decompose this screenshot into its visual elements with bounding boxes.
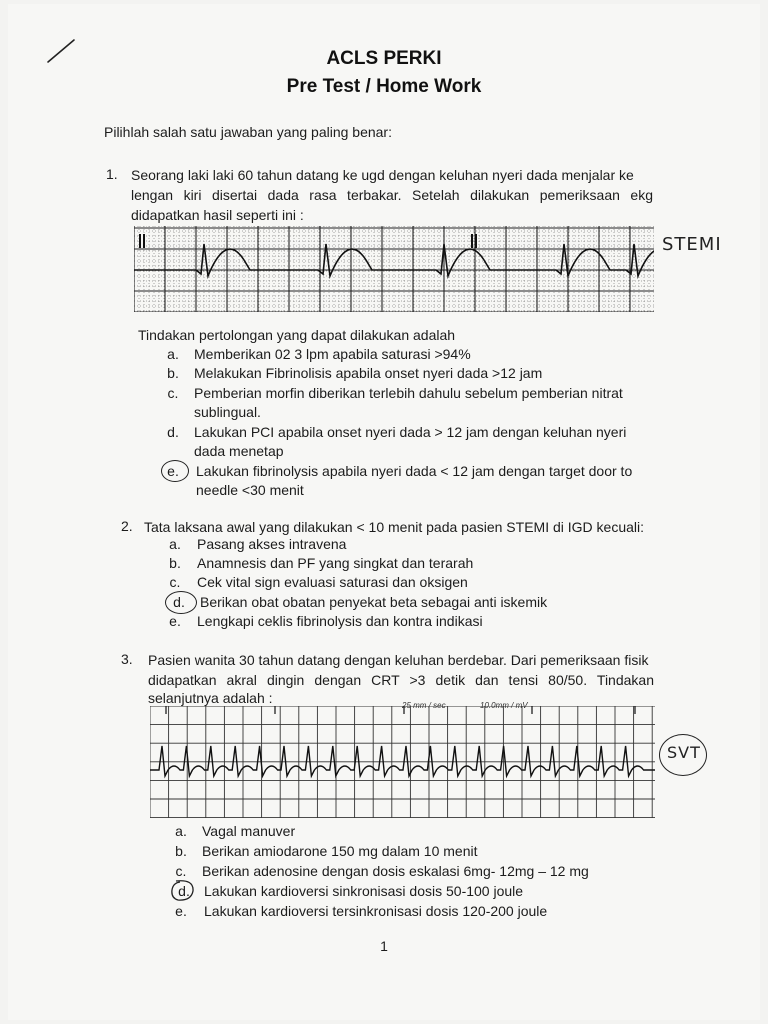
option-text: Lakukan kardioversi sinkronisasi dosis 50-100 joule (204, 883, 524, 899)
option-text: dada menetap (194, 443, 284, 459)
option-text: Vagal manuver (202, 823, 296, 839)
question-stem-line: Seorang laki laki 60 tahun datang ke ugd dengan keluhan nyeri dada menjalar ke (131, 167, 634, 183)
question-stem-line: didapatkan akral dingin dengan CRT >3 detik dan tensi 80/50. Tindakan (148, 672, 654, 688)
ecg-strip-stemi (134, 226, 654, 312)
instruction-text: Pilihlah salah satu jawaban yang paling benar: (104, 124, 392, 140)
option-letter: b. (167, 365, 179, 381)
question-stem-line: selanjutnya adalah : (148, 690, 273, 706)
question-number: 3. (121, 651, 133, 667)
question-stem-line: didapatkan hasil seperti ini : (131, 207, 304, 223)
handwritten-note-svt: SVT (667, 743, 701, 762)
option-letter: a. (167, 346, 179, 362)
option-text: Melakukan Fibrinolisis apabila onset nyeri dada >12 jam (194, 365, 543, 381)
option-text: sublingual. (194, 404, 261, 420)
option-e[interactable] (164, 462, 654, 502)
answer-circle-mark (168, 878, 198, 904)
option-text: Anamnesis dan PF yang singkat dan terarah (197, 555, 474, 571)
option-letter: e. (175, 903, 187, 919)
option-text: needle <30 menit (196, 482, 304, 498)
option-letter: b. (169, 555, 181, 571)
option-letter: c. (167, 385, 179, 401)
option-letter: d. (178, 883, 190, 899)
question-number: 1. (106, 166, 118, 182)
option-letter: b. (175, 843, 187, 859)
document-subtitle: Pre Test / Home Work (286, 76, 482, 97)
option-text: Lakukan fibrinolysis apabila nyeri dada < 12 jam dengan target door to (196, 463, 633, 479)
question-prompt: Tindakan pertolongan yang dapat dilakukan adalah (138, 327, 456, 343)
question-stem-line: Pasien wanita 30 tahun datang dengan keluhan berdebar. Dari pemeriksaan fisik (148, 652, 649, 668)
option-text: Berikan adenosine dengan dosis eskalasi 6mg- 12mg – 12 mg (202, 863, 589, 879)
option-letter: e. (169, 613, 181, 629)
answer-circle-mark (165, 591, 197, 614)
option-c[interactable] (164, 384, 654, 424)
question-number: 2. (121, 518, 133, 534)
question-stem-line: lengan kiri disertai dada rasa terbakar. Setelah dilakukan pemeriksaan ekg (131, 187, 653, 203)
option-text: Lengkapi ceklis fibrinolysis dan kontra indikasi (197, 613, 483, 629)
ecg-speed-label: 25 mm / sec (402, 701, 446, 710)
option-text: Cek vital sign evaluasi saturasi dan oksigen (197, 574, 468, 590)
option-letter: c. (175, 863, 187, 879)
option-letter: d. (173, 594, 185, 610)
option-text: Pemberian morfin diberikan terlebih dahulu sebelum pemberian nitrat (194, 385, 623, 401)
option-d[interactable] (164, 423, 654, 463)
document-title: ACLS PERKI (326, 48, 442, 69)
handwritten-note-stemi: STEMI (662, 234, 722, 255)
option-letter: c. (169, 574, 181, 590)
option-text: Berikan amiodarone 150 mg dalam 10 menit (202, 843, 478, 859)
option-text: Memberikan 02 3 lpm apabila saturasi >94% (194, 346, 471, 362)
option-text: Lakukan PCI apabila onset nyeri dada > 12 jam dengan keluhan nyeri (194, 424, 627, 440)
option-text: Pasang akses intravena (197, 536, 347, 552)
answer-circle-mark (161, 460, 189, 482)
ecg-gain-label: 10.0mm / mV (480, 701, 528, 710)
question-stem-line: Tata laksana awal yang dilakukan < 10 menit pada pasien STEMI di IGD kecuali: (144, 519, 645, 535)
ecg-strip-svt (150, 706, 655, 818)
option-letter: d. (167, 424, 179, 440)
option-letter: e. (167, 463, 179, 479)
option-letter: a. (175, 823, 187, 839)
page-number: 1 (380, 938, 388, 954)
option-text: Berikan obat obatan penyekat beta sebagai anti iskemik (200, 594, 548, 610)
option-text: Lakukan kardioversi tersinkronisasi dosis 120-200 joule (204, 903, 548, 919)
option-letter: a. (169, 536, 181, 552)
